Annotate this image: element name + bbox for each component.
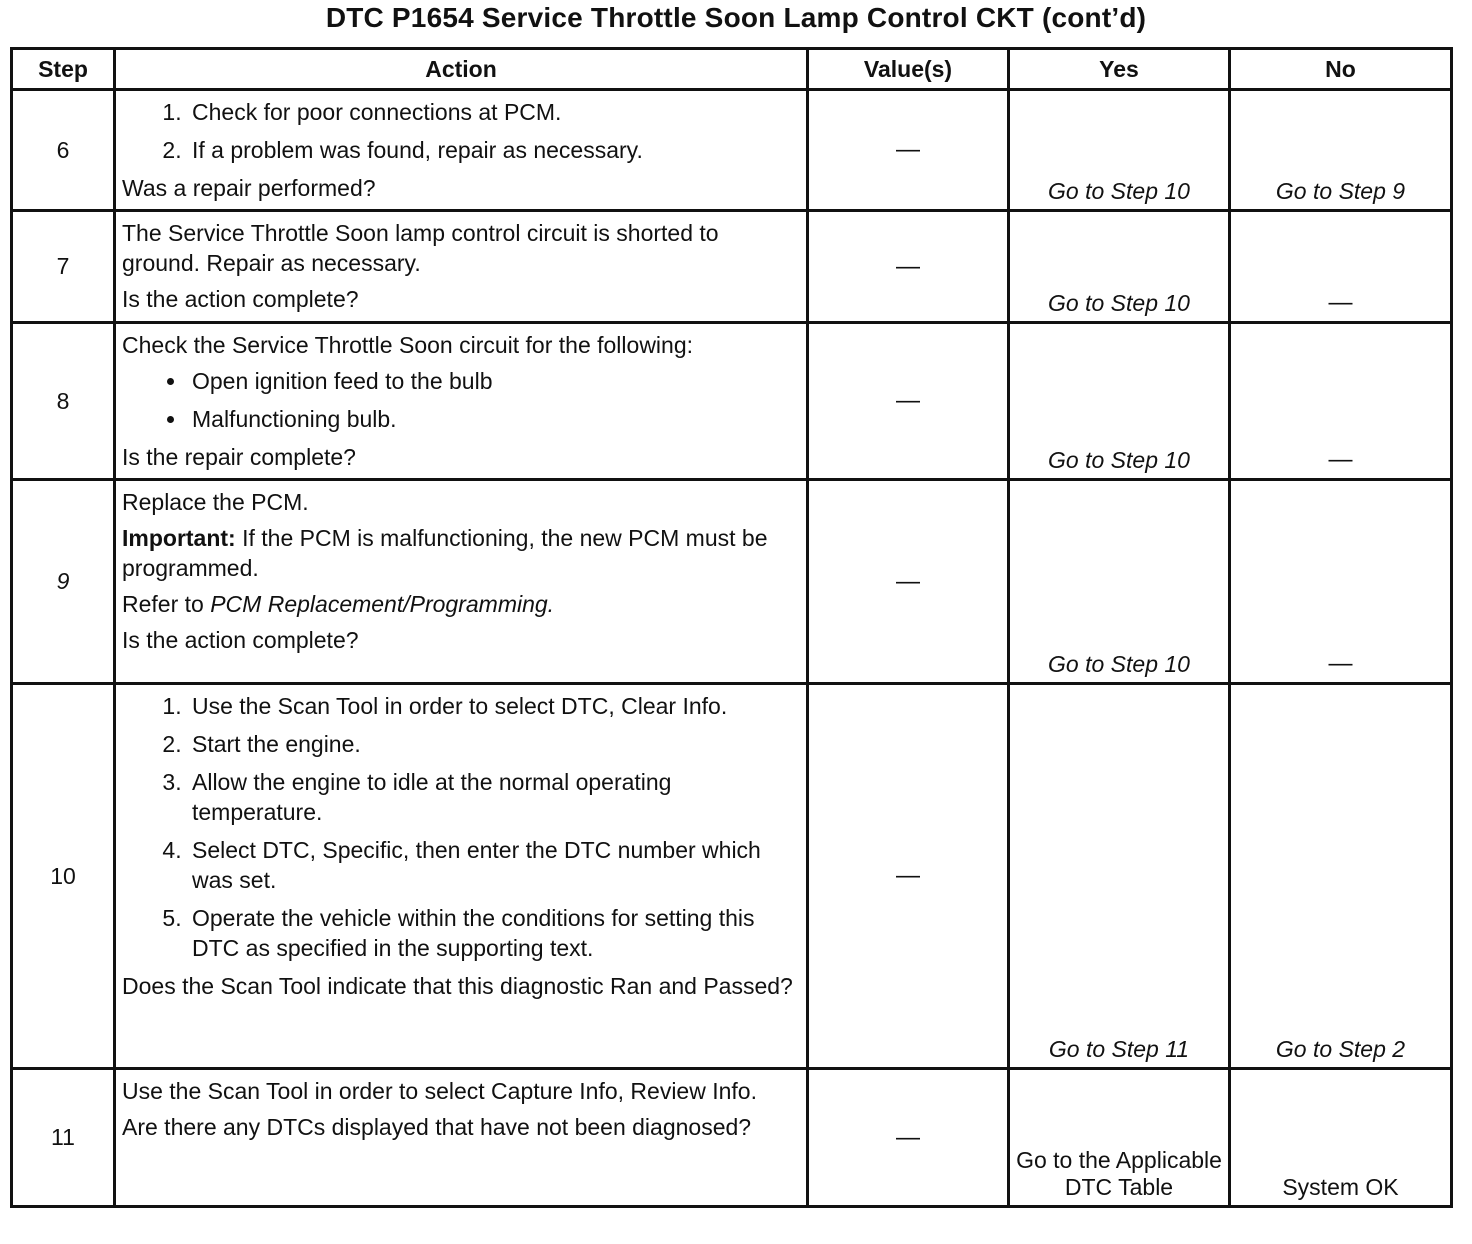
value-cell: — [808,480,1009,684]
yes-cell: Go to Step 10 [1009,90,1230,211]
step-number: 10 [12,684,115,1069]
yes-cell: Go to Step 11 [1009,684,1230,1069]
table-row [12,90,1452,211]
no-cell: Go to Step 2 [1230,684,1452,1069]
list-item: 1. Use the Scan Tool in order to select DTC, Clear Info. [188,691,800,721]
yes-cell: Go to Step 10 [1009,480,1230,684]
important-label: Important: [122,525,236,551]
action-question: Does the Scan Tool indicate that this diagnostic Ran and Passed? [122,973,793,999]
header-values: Value(s) [808,49,1009,90]
step-number: 9 [12,480,115,684]
header-action: Action [115,49,808,90]
yes-cell: Go to Step 10 [1009,323,1230,480]
action-cell [115,211,808,323]
important-note [122,523,800,583]
step-number: 8 [12,323,115,480]
action-text: Replace the PCM. [122,489,309,515]
action-steps [122,97,800,165]
refer-link: PCM Replacement/Programming. [210,591,555,617]
table-row [12,1069,1452,1207]
diagnostic-table [10,47,1453,1208]
step-number: 7 [12,211,115,323]
refer-note [122,589,800,619]
action-bullets [122,366,800,434]
action-cell [115,323,808,480]
yes-cell: Go to the Applicable DTC Table [1009,1069,1230,1207]
table-row [12,323,1452,480]
table-header-row [12,49,1452,90]
no-cell: Go to Step 9 [1230,90,1452,211]
list-item: 3. Allow the engine to idle at the normal operating temperature. [188,767,800,827]
list-item: 5. Operate the vehicle within the conditions for setting this DTC as specified in the supporting text. [188,903,800,963]
step-number: 11 [12,1069,115,1207]
value-cell: — [808,323,1009,480]
list-item: 4. Select DTC, Specific, then enter the DTC number which was set. [188,835,800,895]
list-item: 1. Check for poor connections at PCM. [188,97,800,127]
list-item: 2. If a problem was found, repair as necessary. [188,135,800,165]
header-no: No [1230,49,1452,90]
list-item: 2. Start the engine. [188,729,800,759]
header-step: Step [12,49,115,90]
yes-cell: Go to Step 10 [1009,211,1230,323]
action-cell [115,480,808,684]
table-row [12,211,1452,323]
action-text: Check the Service Throttle Soon circuit for the following: [122,332,694,358]
action-question: Are there any DTCs displayed that have not been diagnosed? [122,1114,752,1140]
action-question: Is the repair complete? [122,444,356,470]
header-yes: Yes [1009,49,1230,90]
step-number: 6 [12,90,115,211]
important-text: If the PCM is malfunctioning, the new PCM must be programmed. [122,525,768,581]
action-cell [115,90,808,211]
value-cell: — [808,684,1009,1069]
no-cell: System OK [1230,1069,1452,1207]
list-item: • Open ignition feed to the bulb [188,366,800,396]
no-cell: — [1230,323,1452,480]
no-cell: — [1230,480,1452,684]
action-question: Is the action complete? [122,627,359,653]
table-row [12,480,1452,684]
action-question: Was a repair performed? [122,175,376,201]
refer-prefix: Refer to [122,591,211,617]
list-item: • Malfunctioning bulb. [188,404,800,434]
action-question: Is the action complete? [122,286,359,312]
action-text: The Service Throttle Soon lamp control circuit is shorted to ground. Repair as necessary. [122,220,719,276]
page-title: DTC P1654 Service Throttle Soon Lamp Control CKT (cont’d) [325,2,1147,33]
action-text: Use the Scan Tool in order to select Capture Info, Review Info. [122,1078,757,1104]
value-cell: — [808,1069,1009,1207]
value-cell: — [808,90,1009,211]
no-cell: — [1230,211,1452,323]
action-steps [122,691,800,963]
action-cell [115,1069,808,1207]
table-row [12,684,1452,1069]
action-cell [115,684,808,1069]
value-cell: — [808,211,1009,323]
